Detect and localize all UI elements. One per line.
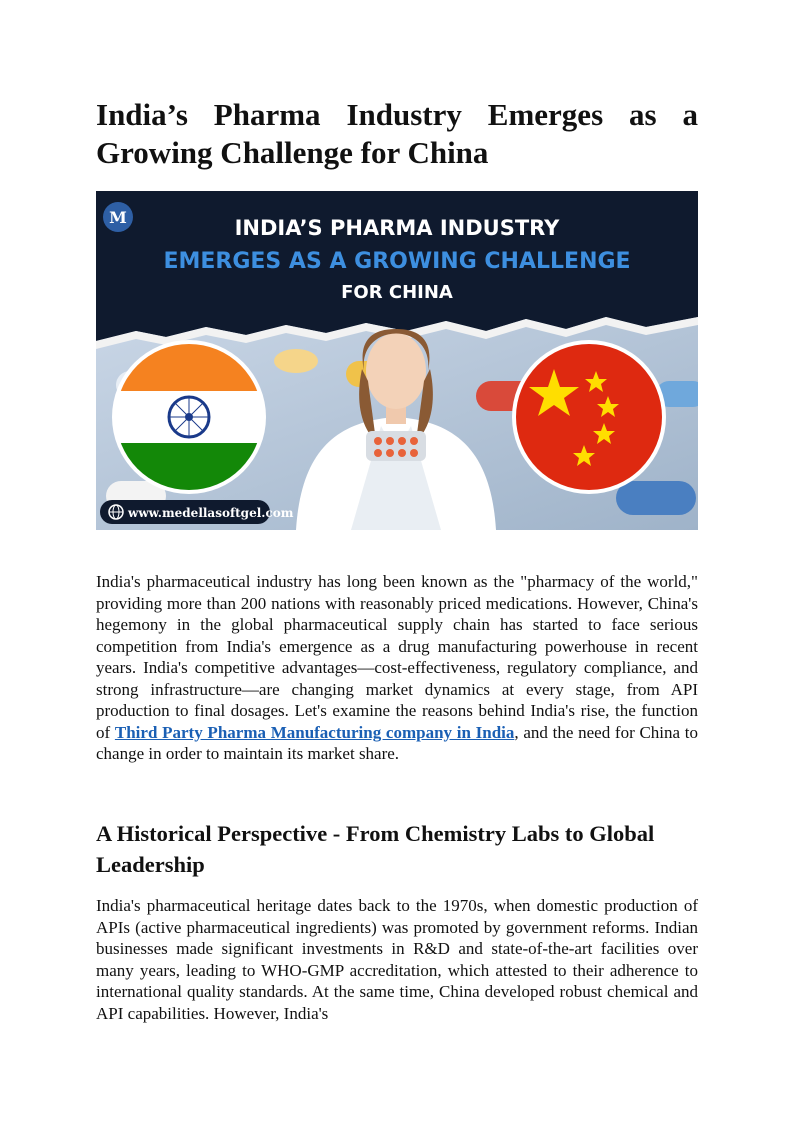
intro-text-after-link: , and the need for China to change in order to maintain its market share. (96, 722, 698, 763)
intro-text-before-link: India's pharmaceutical industry has long been known as the "pharmacy of the world," providing more than 200 nations with reasonably priced medications. However, China's hegemony in the global pharmaceutical supply chain has started to face serious competition from India's emergence as a drug manufacturing powerhouse in recent years. India's competitive advantages—cost-effectiveness, regulatory compliance, and strong infrastructure—are changing market dynamics at every stage, from API production to final dosages. Let's examine the reasons behind India's rise, the function of (96, 572, 698, 742)
third-party-manufacturing-link[interactable]: Third Party Pharma Manufacturing company in India (114, 722, 515, 742)
banner-line-1: INDIA’S PHARMA INDUSTRY (234, 216, 560, 240)
page-title: India’s Pharma Industry Emerges as a Growing Challenge for China (96, 97, 698, 170)
history-paragraph: India's pharmaceutical heritage dates back to the 1970s, when domestic production of APIs (active pharmaceutical ingredients) was promoted by government reforms. Indian businesses made significant investments in R&D and state-of-the-art facilities over many years, leading to WHO-GMP accreditation, which attested to their adherence to international quality standards. At the same time, China developed robust chemical and API capabilities. However, India's (96, 896, 698, 1023)
intro-paragraph (96, 571, 698, 765)
website-url: www.medellasoftgel.com (128, 506, 294, 520)
banner-line-3: FOR CHINA (341, 282, 453, 303)
hero-banner-image (96, 191, 698, 530)
banner-line-2: EMERGES AS A GROWING CHALLENGE (163, 249, 631, 274)
logo-letter: M (109, 208, 127, 227)
section-heading: A Historical Perspective - From Chemistry Labs to Global Leadership (96, 821, 655, 877)
